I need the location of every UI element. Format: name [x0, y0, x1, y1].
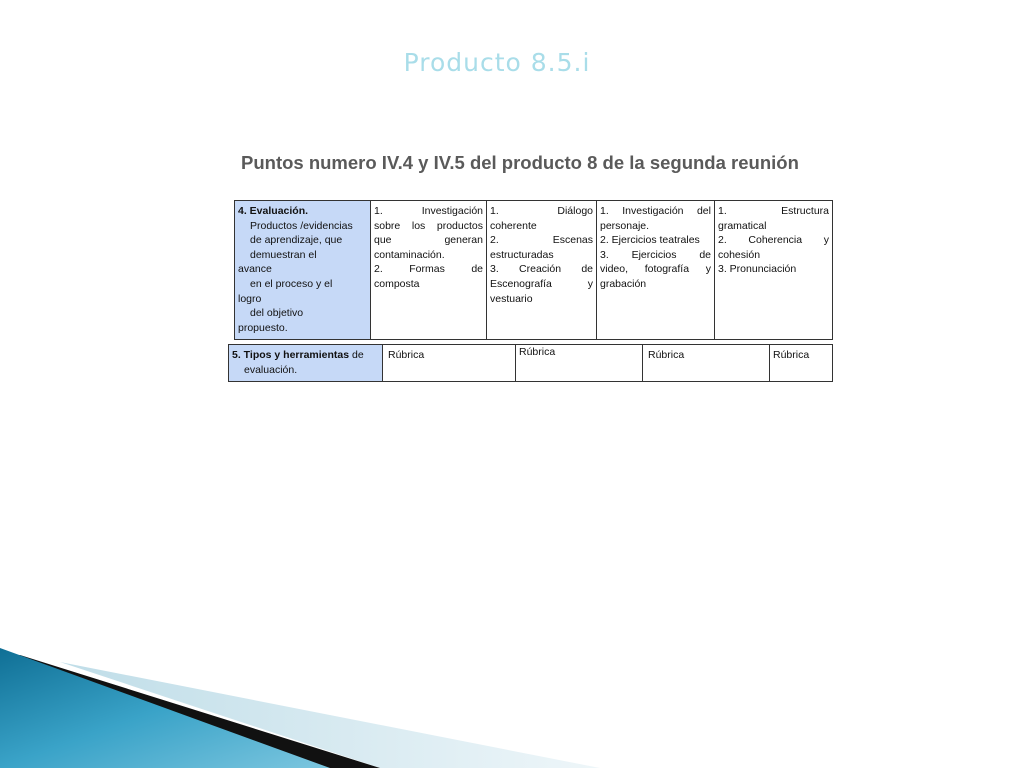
- evidence-cell-3: [597, 201, 715, 340]
- evaluation-table: [234, 200, 833, 340]
- evidence-line: 2. Escenas: [490, 234, 593, 247]
- evidence-line: 1. Investigación del: [600, 205, 711, 217]
- table-row: [235, 201, 833, 340]
- evaluation-header-line: en el proceso y el: [250, 277, 333, 290]
- tools-header-line: evaluación.: [244, 363, 298, 376]
- evidence-cell-1: [371, 201, 487, 340]
- tools-value: Rúbrica: [773, 349, 810, 361]
- blue-swoosh-shape: [0, 648, 330, 768]
- tools-cell-1: [383, 345, 516, 382]
- evidence-line: 1. Investigación: [374, 205, 483, 217]
- tools-cell-3: [643, 345, 770, 382]
- evaluation-header-line: propuesto.: [238, 321, 288, 334]
- tools-cell-4: [770, 345, 833, 382]
- evidence-line: 3. Ejercicios de: [600, 248, 711, 261]
- tools-value: Rúbrica: [388, 349, 425, 361]
- evidence-line: 2. Ejercicios teatrales: [600, 234, 700, 247]
- light-swoosh-shape: [60, 662, 600, 768]
- tools-header-bold: 5. Tipos y herramientas: [232, 349, 350, 361]
- tools-value: Rúbrica: [519, 346, 556, 358]
- evidence-line: 1. Diálogo: [490, 205, 593, 217]
- table-row: [229, 345, 833, 382]
- evidence-line: grabación: [600, 277, 647, 290]
- evaluation-header-line: de aprendizaje, que: [250, 234, 343, 247]
- evidence-line: sobre los productos: [374, 219, 483, 232]
- tools-value: Rúbrica: [648, 349, 685, 361]
- evidence-line: vestuario: [490, 292, 533, 305]
- evidence-line: personaje.: [600, 219, 650, 232]
- evidence-line: composta: [374, 277, 420, 290]
- evaluation-header-line: avance: [238, 263, 272, 276]
- evidence-cell-4: [715, 201, 833, 340]
- tools-header-rest: de: [349, 349, 364, 361]
- tools-header-cell: [229, 345, 383, 382]
- evidence-line: contaminación.: [374, 248, 445, 261]
- evidence-line: cohesión: [718, 248, 761, 261]
- evidence-line: 1. Estructura: [718, 205, 829, 217]
- evidence-line: video, fotografía y: [600, 263, 711, 276]
- evaluation-header-cell: [235, 201, 371, 340]
- evidence-line: estructuradas: [490, 248, 554, 261]
- slide-title: Producto 8.5.i: [403, 48, 591, 77]
- evaluation-header-title: 4. Evaluación.: [238, 205, 309, 217]
- evidence-line: 2. Coherencia y: [718, 234, 829, 247]
- evidence-line: gramatical: [718, 219, 767, 232]
- evaluation-header-line: logro: [238, 292, 262, 305]
- evidence-line: 3. Creación de: [490, 263, 593, 276]
- evidence-cell-2: [487, 201, 597, 340]
- evidence-line: 3. Pronunciación: [718, 263, 797, 276]
- evidence-line: coherente: [490, 219, 537, 232]
- evidence-line: Escenografía y: [490, 277, 593, 290]
- tools-cell-2: [516, 345, 643, 382]
- evaluation-header-line: del objetivo: [250, 307, 304, 320]
- evidence-line: 2. Formas de: [374, 263, 483, 276]
- black-swoosh-shape: [0, 655, 380, 768]
- evaluation-header-line: Productos /evidencias: [250, 219, 353, 232]
- document-heading: Puntos numero IV.4 y IV.5 del producto 8 de la segunda reunión: [241, 152, 799, 173]
- evaluation-header-line: demuestran el: [250, 248, 317, 261]
- evaluation-tools-table: [228, 344, 833, 382]
- evidence-line: que generan: [374, 234, 483, 247]
